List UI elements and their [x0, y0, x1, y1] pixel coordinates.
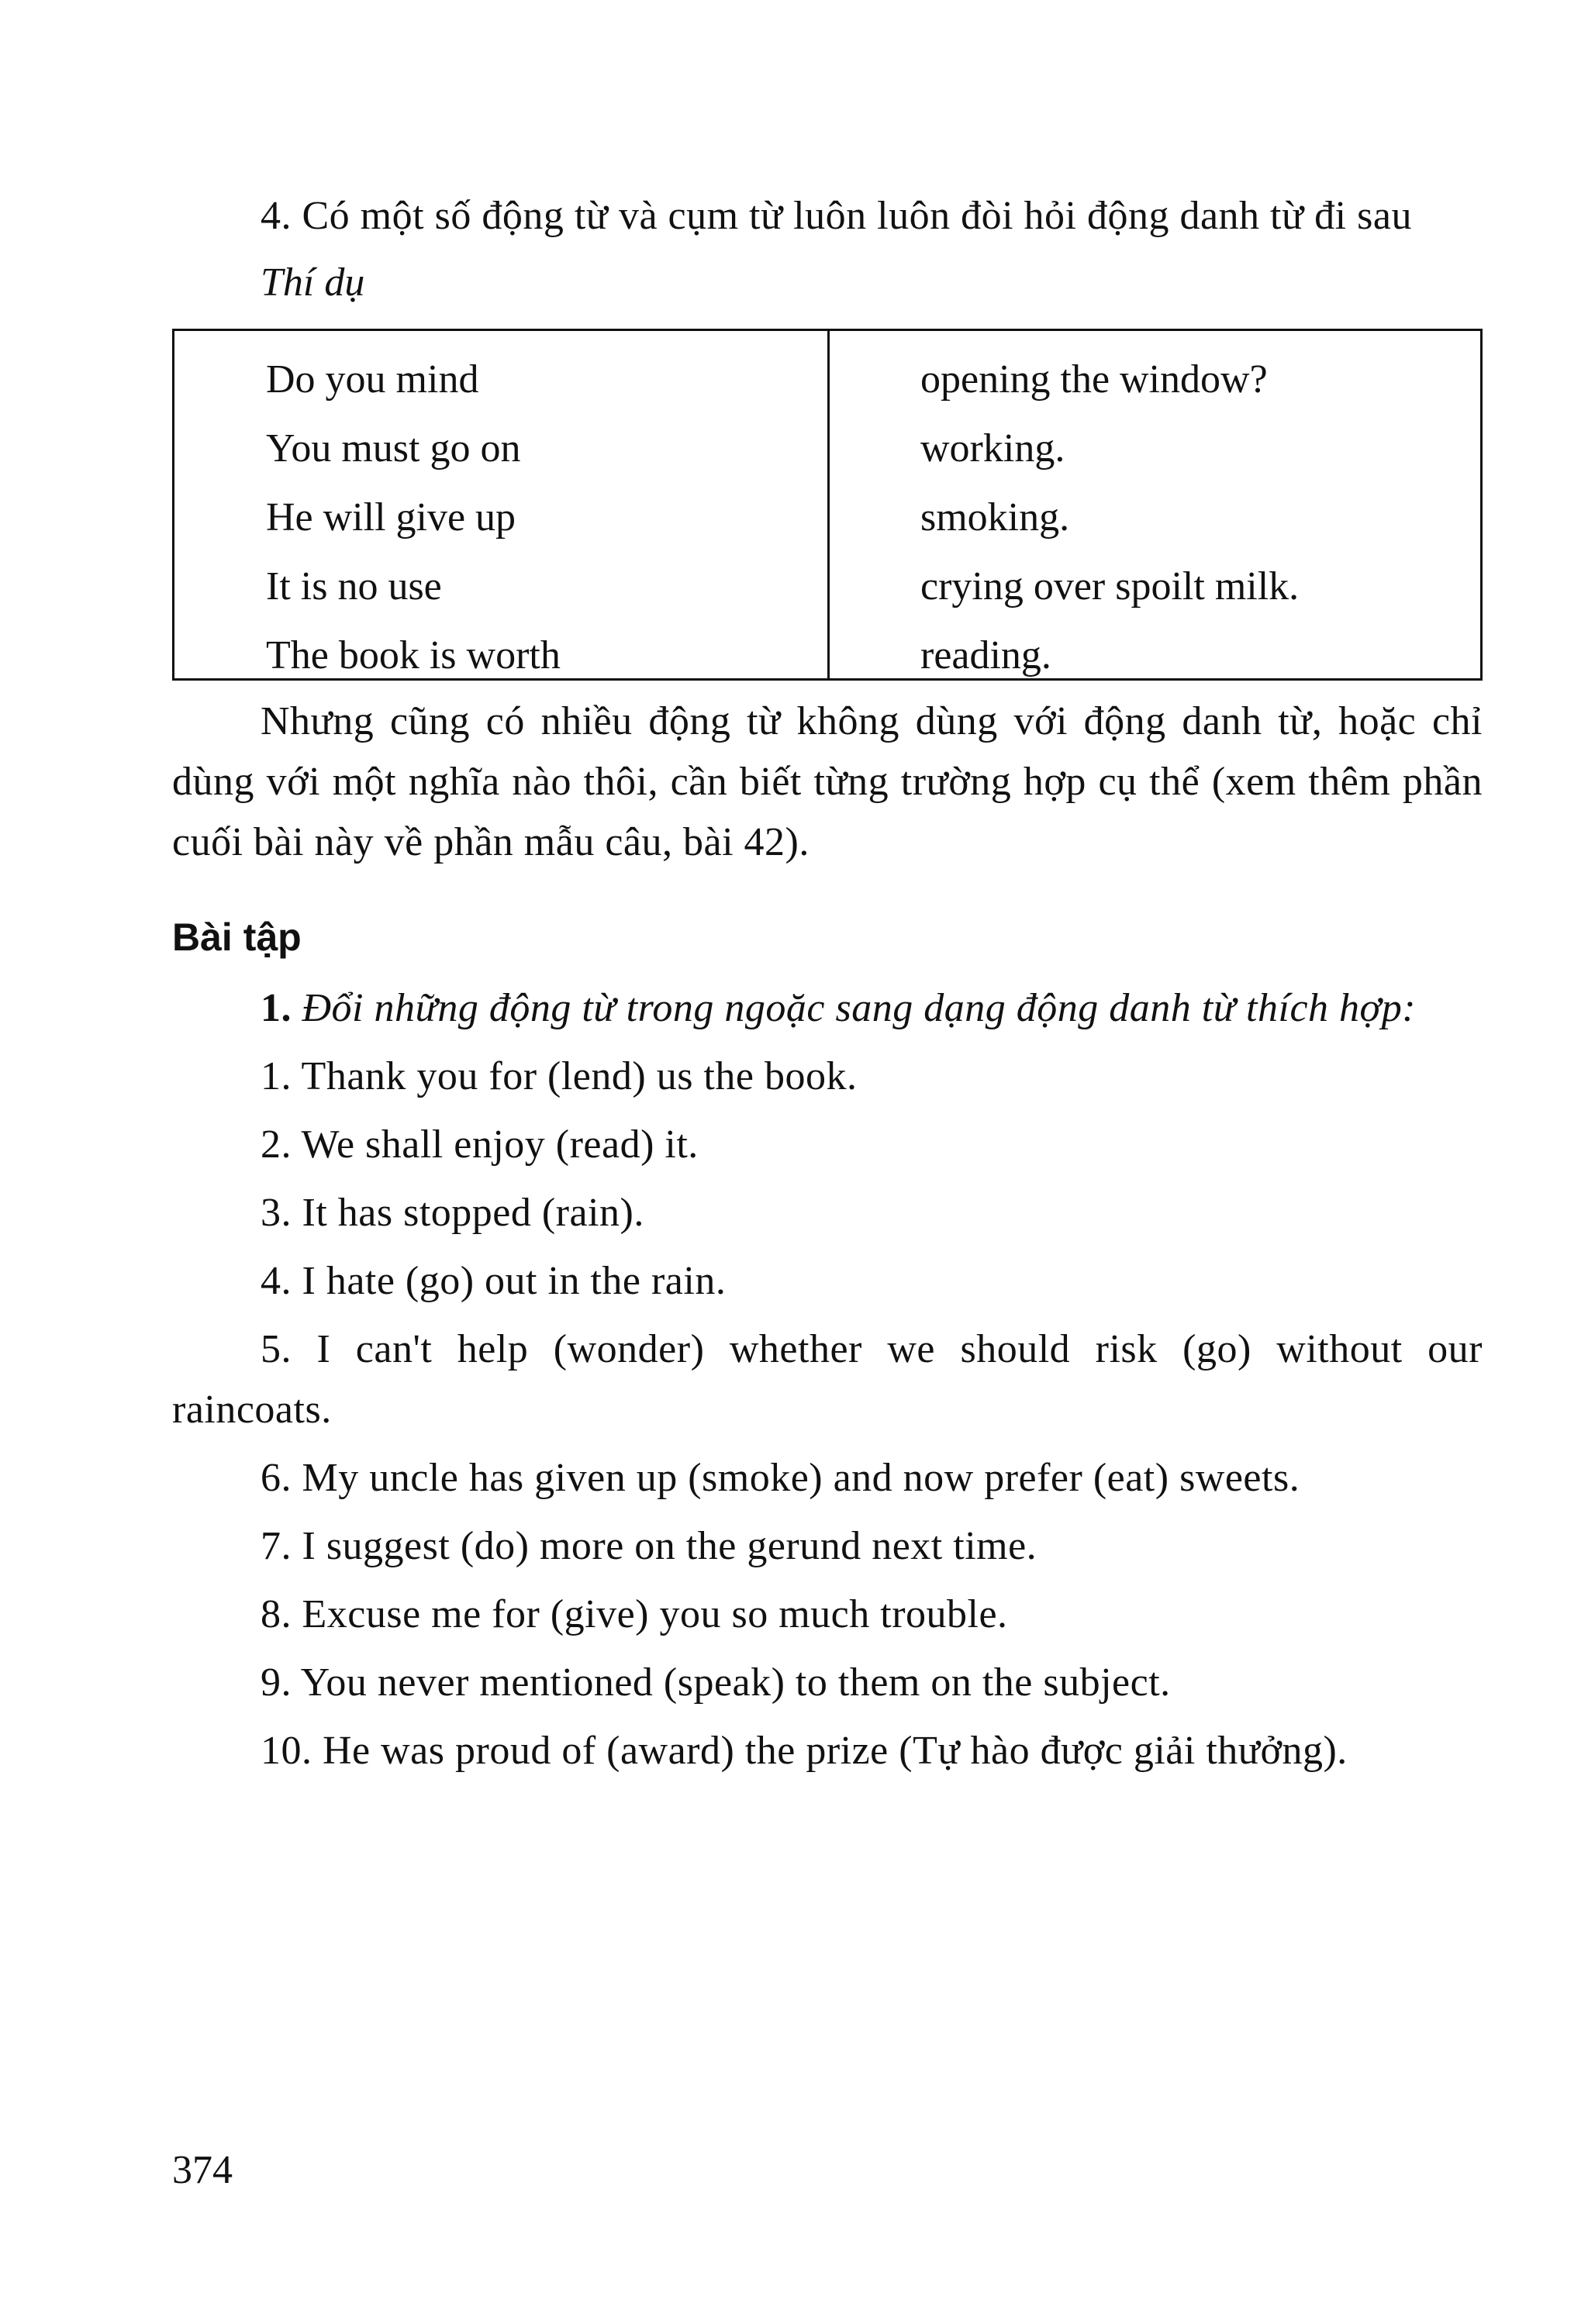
exercise-instruction-text: Đổi những động từ trong ngoặc sang dạng động danh từ thích hợp: [302, 986, 1417, 1030]
table-right-column [920, 345, 1299, 690]
page-number: 374 [172, 2148, 233, 2192]
table-cell-left: He will give up [266, 495, 516, 540]
table-cell-left: It is no use [266, 564, 442, 609]
table-cell-right: working. [920, 426, 1065, 471]
exercise-item: 4. I hate (go) out in the rain. [261, 1259, 727, 1303]
table-cell-right: smoking. [920, 495, 1070, 540]
page-content [172, 186, 1483, 1781]
exercise-item: 10. He was proud of (award) the prize (Tự hào được giải thưởng). [261, 1729, 1348, 1773]
table-left-column [266, 345, 561, 690]
table-divider [827, 331, 830, 678]
table-cell-right: opening the window? [920, 357, 1268, 402]
section-heading: Bài tập [172, 915, 302, 959]
exercise-item: 5. I can't help (wonder) whether we should risk (go) without our raincoats. [172, 1327, 1483, 1432]
table-cell-left: Do you mind [266, 357, 479, 402]
example-label: Thí dụ [261, 260, 365, 305]
note-paragraph: Nhưng cũng có nhiều động từ không dùng với động danh từ, hoặc chỉ dùng với một nghĩa nào thôi, cần biết từng trường hợp cụ thể (xem thêm phần cuối bài này về phần mẫu câu, bài 42). [172, 699, 1483, 864]
example-table [172, 329, 1483, 681]
exercise-item: 9. You never mentioned (speak) to them on the subject. [261, 1660, 1171, 1705]
exercise-item: 8. Excuse me for (give) you so much trouble. [261, 1592, 1008, 1636]
exercise-item: 1. Thank you for (lend) us the book. [261, 1054, 858, 1098]
exercise-item: 7. I suggest (do) more on the gerund next time. [261, 1524, 1037, 1568]
exercise-number: 1. [261, 986, 292, 1030]
table-cell-right: reading. [920, 633, 1051, 678]
exercise-instruction [172, 978, 1483, 1039]
exercise-item: 6. My uncle has given up (smoke) and now prefer (eat) sweets. [261, 1456, 1300, 1500]
exercise-item: 2. We shall enjoy (read) it. [261, 1122, 699, 1167]
table-cell-left: The book is worth [266, 633, 561, 678]
table-cell-left: You must go on [266, 426, 521, 471]
intro-paragraph: 4. Có một số động từ và cụm từ luôn luôn đòi hỏi động danh từ đi sau [261, 194, 1412, 238]
exercise-item: 3. It has stopped (rain). [261, 1191, 644, 1235]
table-cell-right: crying over spoilt milk. [920, 564, 1300, 609]
